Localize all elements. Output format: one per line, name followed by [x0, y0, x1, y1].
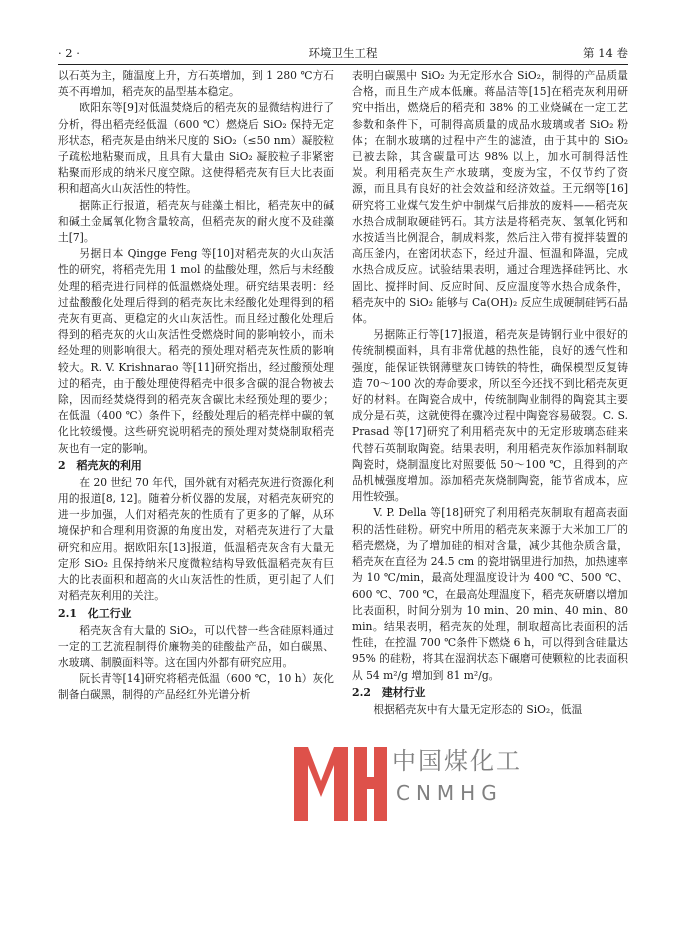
- watermark-text-cn: 中国煤化工: [392, 747, 522, 775]
- left-column: [58, 68, 334, 704]
- page-header: [58, 44, 628, 62]
- watermark-text-en: CNMHG: [396, 781, 503, 805]
- paragraph: 另据陈正行等[17]报道，稻壳灰是铸钢行业中很好的传统制模面料，具有非常优越的热性能，良好的透气性和强度，能保证铁钢薄壁灰口铸铁的特性，确保模型反复铸造 70～100 次的寿命要求，所以至今还找不到比稻壳灰更好的材料。在陶瓷合成中，传统制陶业制得的陶瓷其主要成分是石英，这就使得在骤冷过程中陶瓷容易破裂。C. S. Prasad 等[17]研究了利用稻壳灰中的无定形玻璃态硅来代替石英制取陶瓷。结果表明，利用稻壳灰作添加料制取陶瓷时，烧制温度比对照要低 50～100 ℃，且得到的产品机械强度增加。添加稻壳灰烧制陶瓷，能节省成本，应用性较强。: [352, 328, 628, 504]
- paragraph: V. P. Della 等[18]研究了利用稻壳灰制取有超高表面积的活性硅粉。研究中所用的稻壳灰来源于大米加工厂的稻壳燃烧，为了增加硅的相对含量，减少其他杂质含量，稻壳灰在直径为 24.5 cm 的瓷坩锅里进行加热，加热速率为 10 ℃/min，最高处理温度设计为 400 ℃、500 ℃、600 ℃、700 ℃，在最高处理温度下，稻壳灰研磨以增加比表面积，时间分别为 10 min、20 min、40 min、80 min。结果表明，稻壳灰的处理，制取超高比表面积的活性硅，在控温 700 ℃条件下燃烧 6 h，可以得到含硅量达 95% 的硅粉，将其在湿润状态下碾磨可使颗粒的比表面积从 54 m²/g 增加到 81 m²/g。: [352, 506, 628, 682]
- right-column: [352, 68, 628, 718]
- subsection-heading: 2.1 化工行业: [58, 606, 132, 620]
- paragraph: 阮长青等[14]研究将稻壳低温（600 ℃，10 h）灰化制备白碳黑，制得的产品经红外光谱分析: [58, 672, 334, 702]
- subsection-heading: 2.2 建材行业: [352, 685, 426, 699]
- paragraph: 欧阳东等[9]对低温焚烧后的稻壳灰的显微结构进行了分析，得出稻壳经低温（600 ℃）燃烧后 SiO₂ 保持无定形状态，稻壳灰是由纳米尺度的 SiO₂（≤50 nm）凝胶粒子疏松地粘聚而成，且具有大量由 SiO₂ 凝胶粒子非紧密粘聚而形成的纳米尺度空隙。这使得稻壳灰有巨大比表面积和超高火山灰活性的特性。: [58, 101, 334, 196]
- paragraph: 稻壳灰含有大量的 SiO₂，可以代替一些含硅原料通过一定的工艺流程制得价廉物美的硅酸盐产品，如白碳黑、水玻璃、制膜面料等。这在国内外都有研究应用。: [58, 623, 334, 669]
- paragraph: 据陈正行报道，稻壳灰与硅藻土相比，稻壳灰中的碱和碱土金属氧化物含量较高，但稻壳灰的耐火度不及硅藻土[7]。: [58, 198, 334, 245]
- section-heading: 2 稻壳灰的利用: [58, 458, 142, 472]
- watermark-logo-icon: [292, 741, 388, 825]
- page-number: · 2 ·: [58, 46, 80, 60]
- paragraph: 以石英为主，随温度上升，方石英增加，到 1 280 ℃方石英不再增加，稻壳灰的晶型基本稳定。: [58, 69, 334, 99]
- volume-label: 第 14 卷: [583, 46, 628, 60]
- journal-title: 环境卫生工程: [308, 46, 378, 60]
- paragraph: 在 20 世纪 70 年代，国外就有对稻壳灰进行资源化利用的报道[8, 12]。随着分析仪器的发展，对稻壳灰研究的进一步加强，人们对稻壳灰的性质有了更多的了解，从环境保护和合理利用资源的角度出发，对稻壳灰进行了大量研究和应用。据欧阳东[13]报道，低温稻壳灰含有大量无定形 SiO₂ 且保持纳米尺度微粒结构导致低温稻壳灰有巨大的比表面积和超高的火山灰活性的性质，更引起了人们对稻壳灰利用的关注。: [58, 475, 334, 603]
- watermark: [292, 741, 524, 825]
- paragraph: 表明白碳黑中 SiO₂ 为无定形水合 SiO₂，制得的产品质量合格，而且生产成本低廉。蒋晶洁等[15]在稻壳灰利用研究中指出，燃烧后的稻壳和 38% 的工业烧碱在一定工艺参数和条件下，可制得高质量的成品水玻璃或者 SiO₂ 粉体；在制水玻璃的过程中产生的滤渣，由于其中的 SiO₂ 已被去除，其含碳量可达 98% 以上，加水可制得活性炭。利用稻壳灰生产水玻璃，变废为宝，不仅节约了资源，而且具有良好的社会效益和经济效益。王元纲等[16]研究将工业煤气发生炉中制煤气后排放的废料——稻壳灰水热合成制取硬硅钙石。其方法是将稻壳灰、氢氧化钙和水按适当比例混合，制成料浆，然后注入带有搅拌装置的高压釜内，在密闭状态下，经过升温、恒温和降温，完成水热合成反应。试验结果表明，通过合理选择硅钙比、水固比、搅拌时间、反应时间、反应温度等水热合成条件，稻壳灰中的 SiO₂ 能够与 Ca(OH)₂ 反应生成硬制硅钙石晶体。: [352, 69, 628, 326]
- paragraph: 另据日本 Qingge Feng 等[10]对稻壳灰的火山灰活性的研究，将稻壳先用 1 mol 的盐酸处理，然后与未经酸处理的稻壳进行同样的低温燃烧处理。研究结果表明：经过盐酸酸化处理后得到的稻壳灰比未经酸化处理得到的稻壳灰有更高、更稳定的火山灰活性。而且经过酸化处理后得到的稻壳灰的火山灰活性受燃烧时间的影响较小，而未经处理的则影响很大。稻壳的预处理对稻壳灰性质的影响较大。R. V. Krishnarao 等[11]研究指出，经过酸预处理过的稻壳，由于酸处理使得稻壳中很多含碳的混合物被去除，因而经焚烧得到的稻壳灰含碳比未经预处理的要少；在低温（400 ℃）条件下，经酸处理后的稻壳样中碳的氧化比较缓慢。这些研究说明稻壳的预处理对焚烧制取稻壳灰也有一定的影响。: [58, 247, 334, 455]
- header-rule: [58, 64, 628, 65]
- paragraph: 根据稻壳灰中有大量无定形态的 SiO₂，低温: [373, 702, 583, 716]
